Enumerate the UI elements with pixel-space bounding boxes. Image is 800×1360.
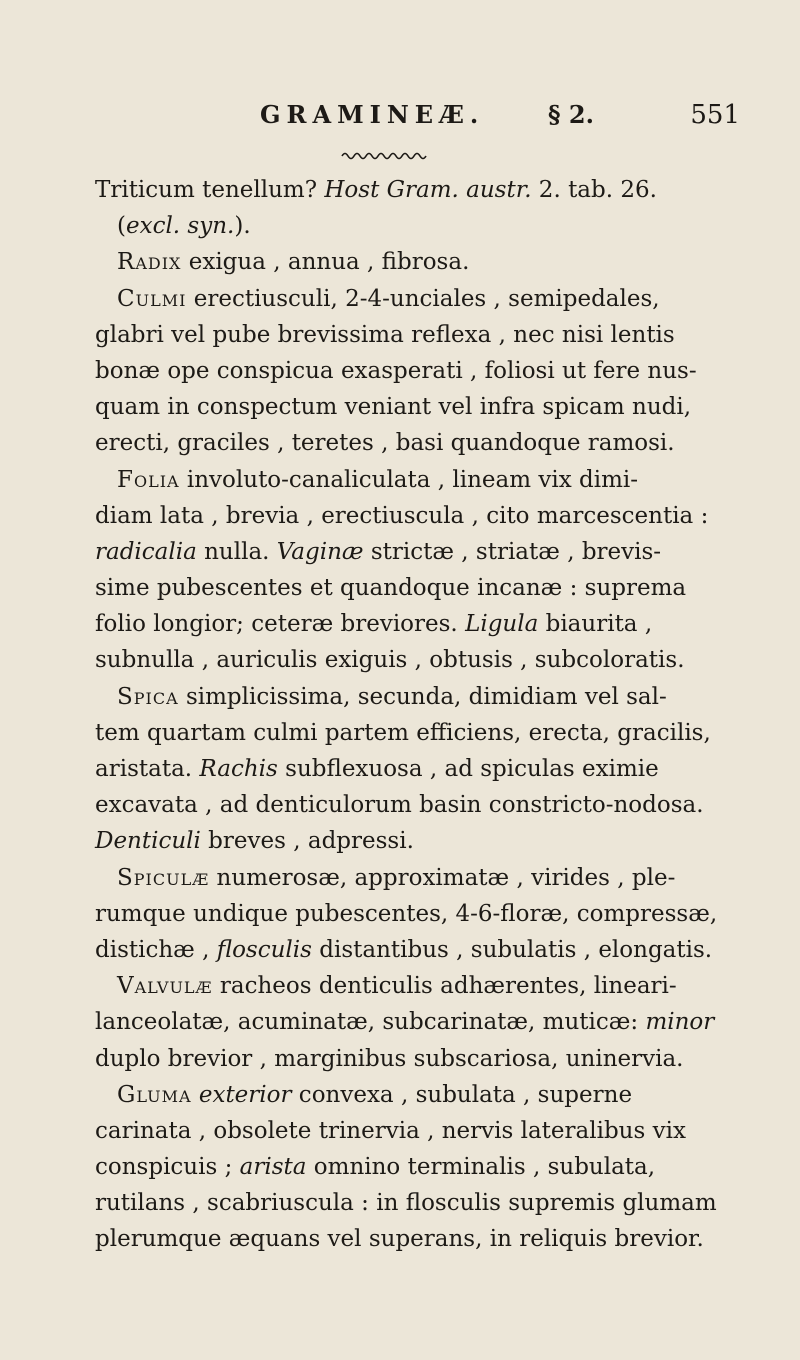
- italic-term: minor: [645, 1009, 715, 1036]
- text-segment: plerumque æquans vel superans, in reliquis brevior.: [95, 1226, 704, 1253]
- text-segment: sime pubescentes et quandoque incanæ : suprema: [95, 575, 687, 602]
- text-segment: distantibus , subulatis , elongatis.: [311, 936, 713, 963]
- text-segment: rumque undique pubescentes, 4-6-floræ, compressæ,: [95, 900, 718, 927]
- text-line: [95, 1077, 745, 1113]
- text-segment: bonæ ope conspicua exasperati , foliosi ut fere nus-: [95, 357, 697, 384]
- text-segment: aristata.: [95, 756, 200, 782]
- text-line: [95, 1041, 745, 1077]
- text-line: [95, 642, 745, 678]
- text-segment: biaurita ,: [538, 611, 653, 638]
- text-line: [95, 1185, 745, 1221]
- text-segment: diam lata , brevia , erectiuscula , cito marcescentia :: [95, 502, 709, 529]
- text-line: [95, 244, 745, 280]
- text-segment: carinata , obsolete trinervia , nervis lateralibus vix: [95, 1117, 686, 1144]
- text-segment: omnino terminalis , subulata,: [306, 1154, 656, 1181]
- text-line: [95, 570, 745, 606]
- text-segment: convexa , subulata , superne: [291, 1081, 633, 1108]
- text-segment: nulla.: [196, 538, 277, 565]
- wavy-ornament: [340, 150, 430, 162]
- text-segment: duplo brevior , marginibus subscariosa, uninervia.: [95, 1045, 684, 1072]
- text-segment: involuto-canaliculata , lineam vix dimi-: [179, 466, 639, 493]
- section-term: Valvulæ: [117, 973, 213, 1000]
- italic-term: Denticuli: [95, 828, 201, 855]
- text-segment: [192, 1082, 199, 1108]
- text-segment: subnulla , auriculis exiguis , obtusis , subcoloratis.: [95, 647, 685, 674]
- text-line: [95, 462, 745, 498]
- section-term: Folia: [117, 466, 180, 493]
- text-line: [95, 1004, 745, 1040]
- text-segment: conspicuis ;: [95, 1154, 240, 1181]
- text-segment: Triticum tenellum?: [95, 177, 325, 203]
- header-title: GRAMINEÆ.: [260, 100, 485, 129]
- body-text: [95, 172, 745, 1258]
- italic-term: Host Gram. austr.: [324, 177, 532, 203]
- text-line: [95, 932, 745, 968]
- text-line: [95, 353, 745, 389]
- text-line: [95, 425, 745, 461]
- text-line: [95, 1149, 745, 1185]
- text-segment: excavata , ad denticulorum basin constricto-nodosa.: [95, 792, 704, 819]
- italic-term: Vaginæ: [276, 538, 364, 565]
- italic-term: flosculis: [216, 936, 312, 963]
- text-segment: folio longior; ceteræ breviores.: [95, 611, 466, 638]
- text-segment: glabri vel pube brevissima reflexa , nec nisi lentis: [95, 321, 675, 348]
- text-line: [95, 1113, 745, 1149]
- section-term: Culmi: [117, 285, 187, 312]
- text-line: [95, 860, 745, 896]
- italic-term: Rachis: [199, 756, 278, 782]
- text-line: [95, 1221, 745, 1257]
- running-header: [260, 100, 740, 140]
- italic-term: Ligula: [465, 611, 539, 638]
- text-segment: racheos denticulis adhærentes, lineari-: [212, 973, 677, 1000]
- text-line: [95, 679, 745, 715]
- section-term: Radix: [117, 249, 182, 276]
- text-line: [95, 823, 745, 859]
- text-segment: strictæ , striatæ , brevis-: [363, 538, 662, 565]
- italic-term: arista: [239, 1154, 307, 1181]
- text-line: [95, 715, 745, 751]
- italic-term: exterior: [198, 1081, 292, 1108]
- section-term: Gluma: [117, 1081, 192, 1108]
- text-segment: erecti, graciles , teretes , basi quandoque ramosi.: [95, 430, 675, 457]
- text-segment: (: [117, 213, 126, 240]
- text-line: [95, 317, 745, 353]
- section-term: Spica: [117, 683, 179, 710]
- text-line: [95, 606, 745, 642]
- text-line: [95, 751, 745, 787]
- text-segment: simplicissima, secunda, dimidiam vel sal-: [178, 683, 667, 710]
- italic-term: excl. syn.: [125, 213, 235, 240]
- text-segment: breves , adpressi.: [200, 828, 414, 855]
- section-term: Spiculæ: [117, 864, 210, 891]
- text-line: [95, 787, 745, 823]
- text-line: [95, 281, 745, 317]
- text-segment: erectiusculi, 2-4-unciales , semipedales,: [186, 285, 660, 312]
- text-segment: ).: [234, 213, 251, 240]
- text-segment: subflexuosa , ad spiculas eximie: [277, 756, 659, 782]
- text-segment: rutilans , scabriuscula : in flosculis supremis glumam: [95, 1190, 717, 1217]
- text-segment: 2. tab. 26.: [531, 177, 657, 203]
- text-line: [95, 896, 745, 932]
- text-line: [95, 534, 745, 570]
- text-line: [95, 389, 745, 425]
- header-section: § 2.: [548, 100, 594, 129]
- text-segment: distichæ ,: [95, 936, 217, 963]
- text-segment: numerosæ, approximatæ , virides , ple-: [209, 864, 676, 891]
- text-segment: quam in conspectum veniant vel infra spicam nudi,: [95, 394, 692, 421]
- page-number: 551: [690, 100, 740, 130]
- text-line: [95, 498, 745, 534]
- italic-term: radicalia: [95, 538, 197, 565]
- text-line: [95, 172, 745, 208]
- text-line: [95, 968, 745, 1004]
- text-segment: lanceolatæ, acuminatæ, subcarinatæ, muticæ:: [95, 1009, 646, 1036]
- text-segment: exigua , annua , fibrosa.: [181, 249, 470, 276]
- text-segment: tem quartam culmi partem efficiens, erecta, gracilis,: [95, 719, 711, 746]
- text-line: [95, 208, 745, 244]
